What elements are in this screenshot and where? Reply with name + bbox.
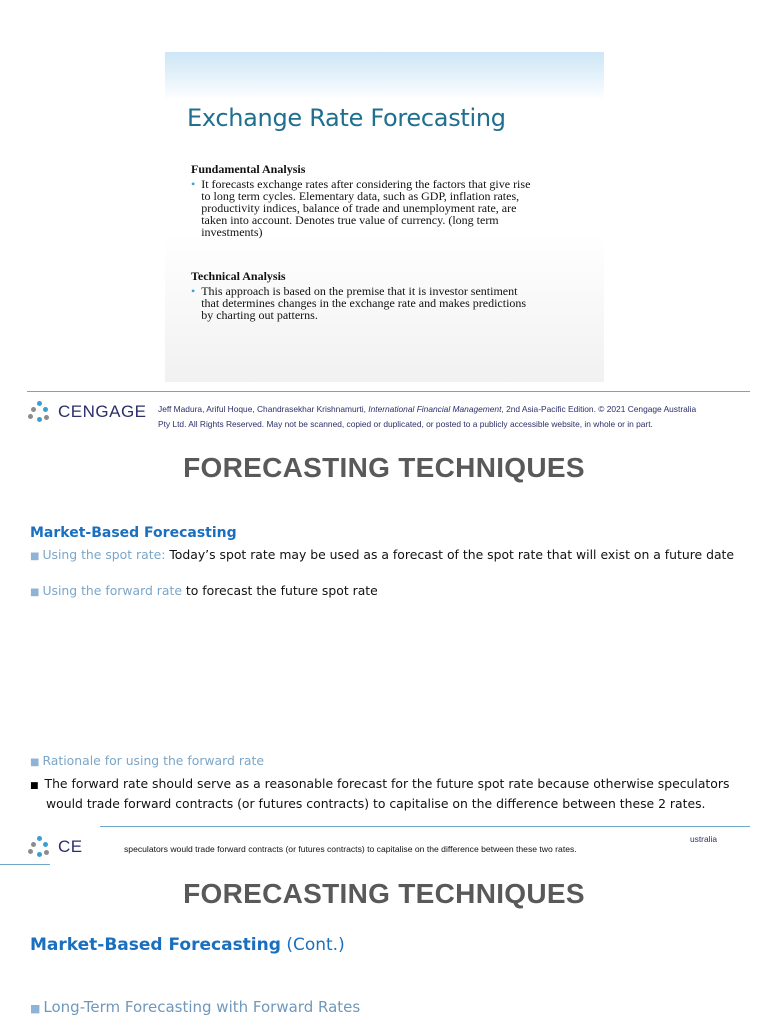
fundamental-analysis-heading: Fundamental Analysis — [191, 162, 306, 176]
copyright-book-title: International Financial Management — [368, 404, 502, 414]
cengage-logo — [28, 401, 147, 423]
text-line: It forecasts exchange rates after considering the factors that give rise — [201, 177, 531, 191]
bullet-square-icon: ■ — [30, 551, 40, 562]
slide-image — [165, 52, 604, 382]
text-line: to long term cycles. Elementary data, such as GDP, inflation rates, — [201, 189, 520, 203]
list-item — [30, 775, 730, 813]
copyright-notice — [158, 402, 753, 432]
cengage-logo — [28, 836, 83, 858]
slide-image-title: Exchange Rate Forecasting — [187, 104, 506, 132]
footer-divider — [100, 826, 750, 827]
copyright-edition: , 2nd Asia-Pacific Edition. © 2021 Cengage Australia — [501, 404, 697, 414]
text-line: taken into account. Denotes true value of currency. (long term — [201, 213, 499, 227]
technical-analysis-heading: Technical Analysis — [191, 269, 286, 283]
bullet-text: The forward rate should serve as a reasonable forecast for the future spot rate because otherwise speculators would trade forward contracts (or futures contracts) to capitalise on the difference between these 2 rates. — [44, 776, 730, 811]
overlay-caption: speculators would trade forward contracts (or futures contracts) to capitalise on the difference between these two rates. — [124, 844, 577, 854]
copyright-fragment: ustralia — [690, 834, 717, 844]
text-line: investments) — [201, 225, 263, 239]
bullet-dot-icon: • — [191, 284, 196, 298]
slide-heading: FORECASTING TECHNIQUES — [183, 452, 585, 483]
copyright-authors: Jeff Madura, Ariful Hoque, Chandrasekhar Krishnamurti, — [158, 404, 369, 414]
technical-analysis-body — [191, 285, 591, 321]
slide-heading: FORECASTING TECHNIQUES — [183, 878, 585, 909]
bullet-square-icon: ■ — [30, 1002, 41, 1015]
subheading-text: Market-Based Forecasting — [30, 935, 281, 955]
bullet-square-icon: ■ — [30, 587, 40, 598]
text-line: that determines changes in the exchange rate and makes predictions — [201, 296, 527, 310]
fundamental-analysis-body — [191, 178, 591, 238]
bullet-square-icon: ■ — [30, 781, 39, 791]
slide-subheading: Market-Based Forecasting — [30, 525, 237, 541]
bullet-text: Today’s spot rate may be used as a forecast of the spot rate that will exist on a future date — [165, 547, 735, 562]
list-item — [30, 546, 750, 565]
copyright-rights: Pty Ltd. All Rights Reserved. May not be scanned, copied or duplicated, or posted to a publicly accessible website, in whole or in part. — [158, 419, 653, 429]
list-item — [30, 999, 750, 1017]
list-item — [30, 752, 750, 771]
bullet-text: Long-Term Forecasting with Forward Rates — [43, 998, 361, 1016]
cengage-logo-icon — [28, 401, 50, 423]
text-line: by charting out patterns. — [201, 308, 318, 322]
text-line: productivity indices, balance of trade and unemployment rate, are — [201, 201, 517, 215]
slide-subheading — [30, 935, 345, 955]
bullet-dot-icon: • — [191, 177, 196, 191]
footer-divider — [27, 391, 750, 392]
cengage-logo-icon — [28, 836, 50, 858]
bullet-text: Rationale for using the forward rate — [42, 753, 264, 768]
text-line: This approach is based on the premise that it is investor sentiment — [201, 284, 518, 298]
bullet-square-icon: ■ — [30, 757, 40, 768]
bullet-lead: Using the spot rate: — [42, 547, 166, 562]
cengage-logo-text: CE — [58, 837, 83, 856]
list-item — [30, 582, 750, 601]
bullet-text: to forecast the future spot rate — [181, 583, 378, 598]
slide-image-header-band — [165, 52, 604, 100]
bullet-lead: Using the forward rate — [42, 583, 182, 598]
footer-divider-short — [0, 864, 50, 865]
subheading-cont: (Cont.) — [280, 935, 345, 955]
cengage-logo-text: CENGAGE — [58, 402, 147, 421]
